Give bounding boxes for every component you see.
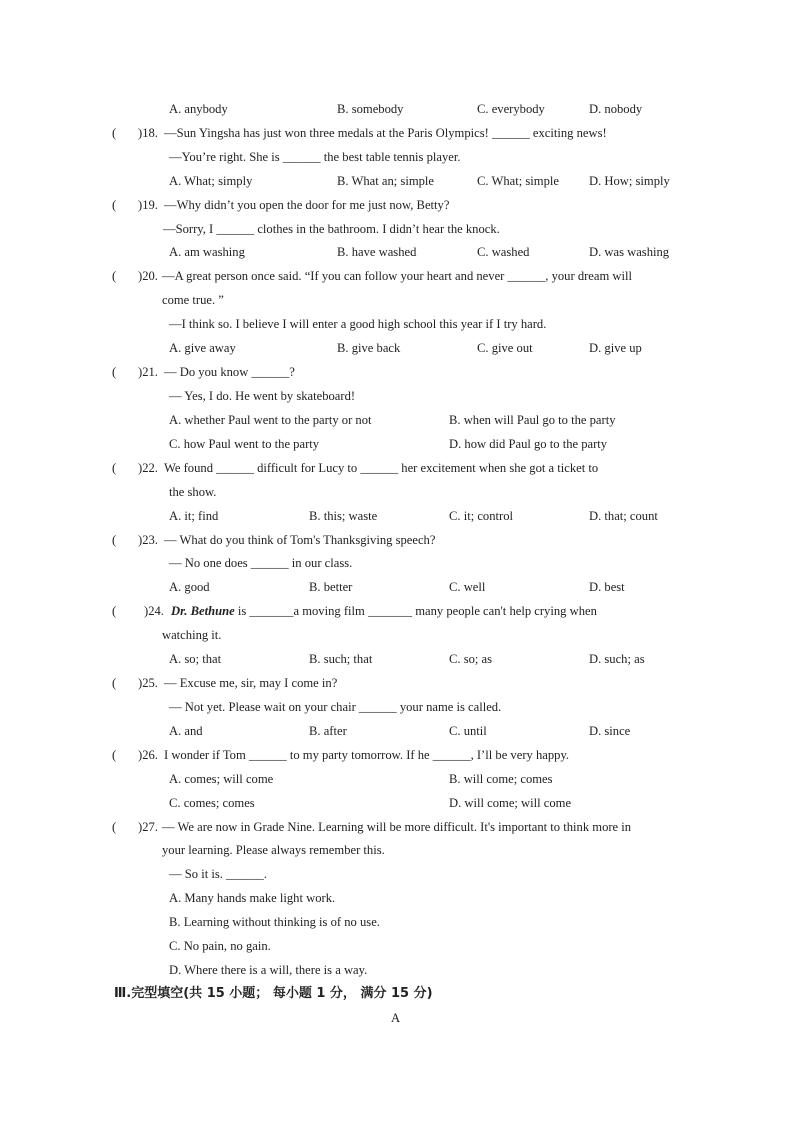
option-c: C. it; control	[449, 509, 514, 523]
question-text-rest: is _______a moving film _______ many people can't help crying when	[234, 604, 597, 618]
option-c: C. give out	[477, 341, 533, 355]
option-b: B. when will Paul go to the party	[449, 413, 616, 427]
question-text: come true. ”	[162, 293, 224, 307]
section-heading: Ⅲ.完型填空(共 15 小题； 每小题 1 分， 满分 15 分)	[114, 986, 433, 1001]
option-d: D. give up	[589, 341, 642, 355]
option-d: D. How; simply	[589, 174, 670, 188]
answer-blank-paren: (	[112, 604, 117, 618]
question-number: )24.	[144, 604, 164, 618]
answer-blank-paren: (	[112, 748, 117, 762]
answer-blank-paren: (	[112, 676, 117, 690]
question-text: —I think so. I believe I will enter a good high school this year if I try hard.	[169, 317, 547, 331]
option-b: B. give back	[337, 341, 401, 355]
question-text: — No one does ______ in our class.	[169, 556, 353, 570]
question-text	[171, 603, 597, 619]
answer-blank-paren: (	[112, 461, 117, 475]
option-a: A. anybody	[169, 102, 228, 116]
question-text: —Why didn’t you open the door for me just now, Betty?	[164, 198, 450, 212]
option-b: B. will come; comes	[449, 772, 553, 786]
answer-blank-paren: (	[112, 126, 117, 140]
option-d: D. was washing	[589, 245, 670, 259]
option-a: A. whether Paul went to the party or not	[169, 413, 372, 427]
question-number: )25.	[138, 676, 158, 690]
option-b: B. have washed	[337, 245, 417, 259]
option-d: D. such; as	[589, 652, 645, 666]
question-number: )27.	[138, 820, 158, 834]
option-c: C. until	[449, 724, 487, 738]
answer-blank-paren: (	[112, 533, 117, 547]
question-text: — Excuse me, sir, may I come in?	[164, 676, 338, 690]
option-d: D. Where there is a will, there is a way.	[169, 963, 368, 977]
option-a: A. and	[169, 724, 203, 738]
question-text: —Sorry, I ______ clothes in the bathroom. I didn’t hear the knock.	[163, 222, 500, 236]
option-c: C. how Paul went to the party	[169, 437, 320, 451]
option-c: C. comes; comes	[169, 796, 255, 810]
option-b: B. this; waste	[309, 509, 378, 523]
question-text: the show.	[169, 485, 217, 499]
option-d: D. nobody	[589, 102, 643, 116]
option-a: A. so; that	[169, 652, 222, 666]
passage-label: A	[391, 1011, 401, 1025]
option-d: D. that; count	[589, 509, 658, 523]
option-a: A. am washing	[169, 245, 245, 259]
option-a: A. it; find	[169, 509, 219, 523]
option-a: A. Many hands make light work.	[169, 891, 336, 905]
question-text: — We are now in Grade Nine. Learning will be more difficult. It's important to think more in	[162, 820, 632, 834]
option-b: B. Learning without thinking is of no use.	[169, 915, 380, 929]
option-a: A. comes; will come	[169, 772, 274, 786]
question-number: )20.	[138, 269, 158, 283]
question-text: —A great person once said. “If you can follow your heart and never ______, your dream will	[162, 269, 633, 283]
question-number: )21.	[138, 365, 158, 379]
option-d: D. best	[589, 580, 625, 594]
question-number: )18.	[138, 126, 158, 140]
question-number: )23.	[138, 533, 158, 547]
question-text: watching it.	[162, 628, 222, 642]
option-b: B. such; that	[309, 652, 373, 666]
answer-blank-paren: (	[112, 198, 117, 212]
option-b: B. somebody	[337, 102, 404, 116]
question-number: )26.	[138, 748, 158, 762]
option-b: B. What an; simple	[337, 174, 435, 188]
question-text: — So it is. ______.	[169, 867, 267, 881]
option-d: D. how did Paul go to the party	[449, 437, 608, 451]
option-c: C. No pain, no gain.	[169, 939, 271, 953]
option-a: A. give away	[169, 341, 236, 355]
option-d: D. since	[589, 724, 631, 738]
option-c: C. What; simple	[477, 174, 559, 188]
question-text: — Do you know ______?	[164, 365, 295, 379]
question-text: —Sun Yingsha has just won three medals at the Paris Olympics! ______ exciting news!	[164, 126, 607, 140]
answer-blank-paren: (	[112, 269, 117, 283]
option-d: D. will come; will come	[449, 796, 572, 810]
question-text: — What do you think of Tom's Thanksgiving speech?	[164, 533, 436, 547]
option-c: C. so; as	[449, 652, 493, 666]
option-b: B. after	[309, 724, 347, 738]
question-text: We found ______ difficult for Lucy to ______ her excitement when she got a ticket to	[164, 461, 599, 475]
option-b: B. better	[309, 580, 353, 594]
question-text: —You’re right. She is ______ the best table tennis player.	[169, 150, 461, 164]
question-number: )22.	[138, 461, 158, 475]
option-a: A. What; simply	[169, 174, 253, 188]
question-text: your learning. Please always remember this.	[162, 843, 385, 857]
question-text: — Yes, I do. He went by skateboard!	[169, 389, 356, 403]
option-c: C. washed	[477, 245, 530, 259]
question-number: )19.	[138, 198, 158, 212]
option-c: C. everybody	[477, 102, 545, 116]
question-text: I wonder if Tom ______ to my party tomorrow. If he ______, I’ll be very happy.	[164, 748, 570, 762]
answer-blank-paren: (	[112, 365, 117, 379]
option-c: C. well	[449, 580, 486, 594]
question-text: — Not yet. Please wait on your chair ______ your name is called.	[169, 700, 502, 714]
film-title: Dr. Bethune	[171, 604, 235, 618]
option-a: A. good	[169, 580, 210, 594]
answer-blank-paren: (	[112, 820, 117, 834]
